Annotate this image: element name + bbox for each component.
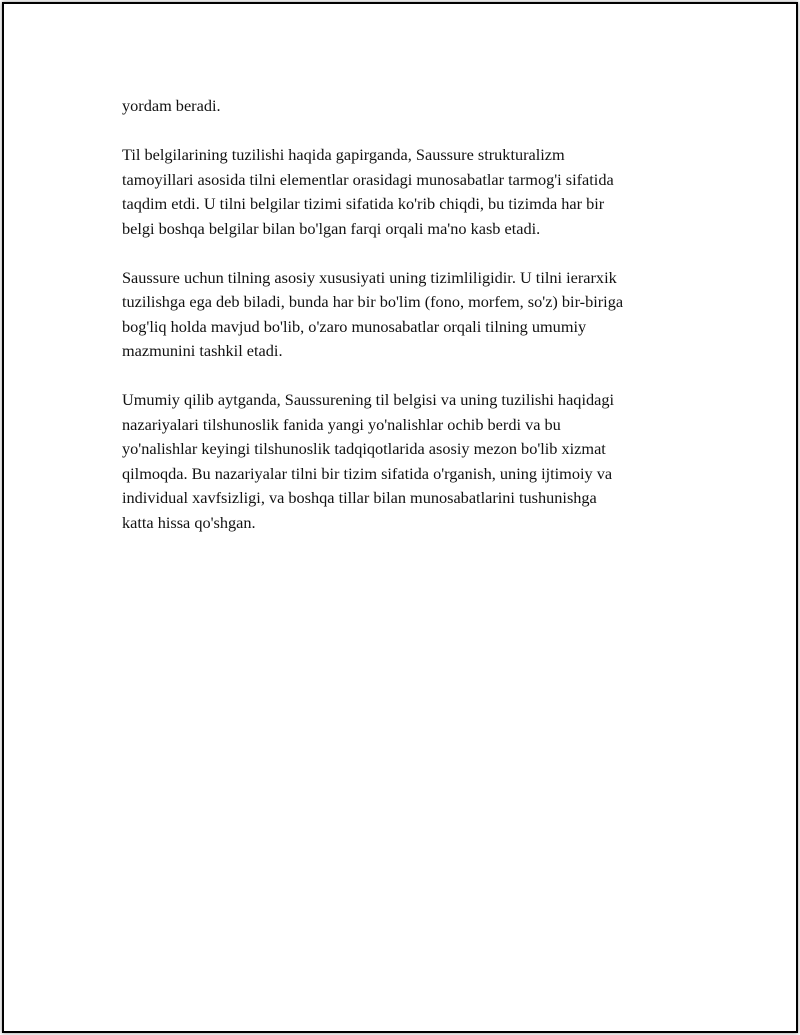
text-line: qilmoqda. Bu nazariyalar tilni bir tizim sifatida o'rganish, uning ijtimoiy va xyxy=(122,463,613,483)
text-line: Saussure uchun tilning asosiy xususiyati uning tizimliligidir. U tilni ierarxik xyxy=(122,267,617,287)
text-line: yordam beradi. xyxy=(122,96,221,115)
page-frame xyxy=(2,2,798,1033)
paragraph-sign-structure xyxy=(122,143,692,241)
document-body xyxy=(122,94,692,560)
text-line: tuzilishga ega deb biladi, bunda har bir bo'lim (fono, morfem, so'z) bir-biriga xyxy=(122,292,624,311)
text-line: katta hissa qo'shgan. xyxy=(122,512,256,532)
text-line: mazmunini tashkil etadi. xyxy=(122,341,283,360)
paragraph-conclusion xyxy=(122,388,692,535)
text-line: bog'liq holda mavjud bo'lib, o'zaro munosabatlar orqali tilning umumiy xyxy=(122,316,587,336)
text-line: Til belgilarining tuzilishi haqida gapirganda, Saussure strukturalizm xyxy=(122,145,565,164)
paragraph-systemicity xyxy=(122,266,692,364)
text-line: individual xavfsizligi, va boshqa tillar bilan munosabatlarini tushunishga xyxy=(122,488,597,507)
paragraph-continuation xyxy=(122,94,692,119)
text-line: tamoyillari asosida tilni elementlar orasidagi munosabatlar tarmog'i sifatida xyxy=(122,169,614,189)
text-line: belgi boshqa belgilar bilan bo'lgan farqi orqali ma'no kasb etadi. xyxy=(122,218,541,238)
text-line: yo'nalishlar keyingi tilshunoslik tadqiqotlarida asosiy mezon bo'lib xizmat xyxy=(122,439,606,458)
text-line: taqdim etdi. U tilni belgilar tizimi sifatida ko'rib chiqdi, bu tizimda har bir xyxy=(122,194,605,213)
text-line: nazariyalari tilshunoslik fanida yangi yo'nalishlar ochib berdi va bu xyxy=(122,414,561,434)
text-line: Umumiy qilib aytganda, Saussurening til belgisi va uning tuzilishi haqidagi xyxy=(122,390,614,409)
